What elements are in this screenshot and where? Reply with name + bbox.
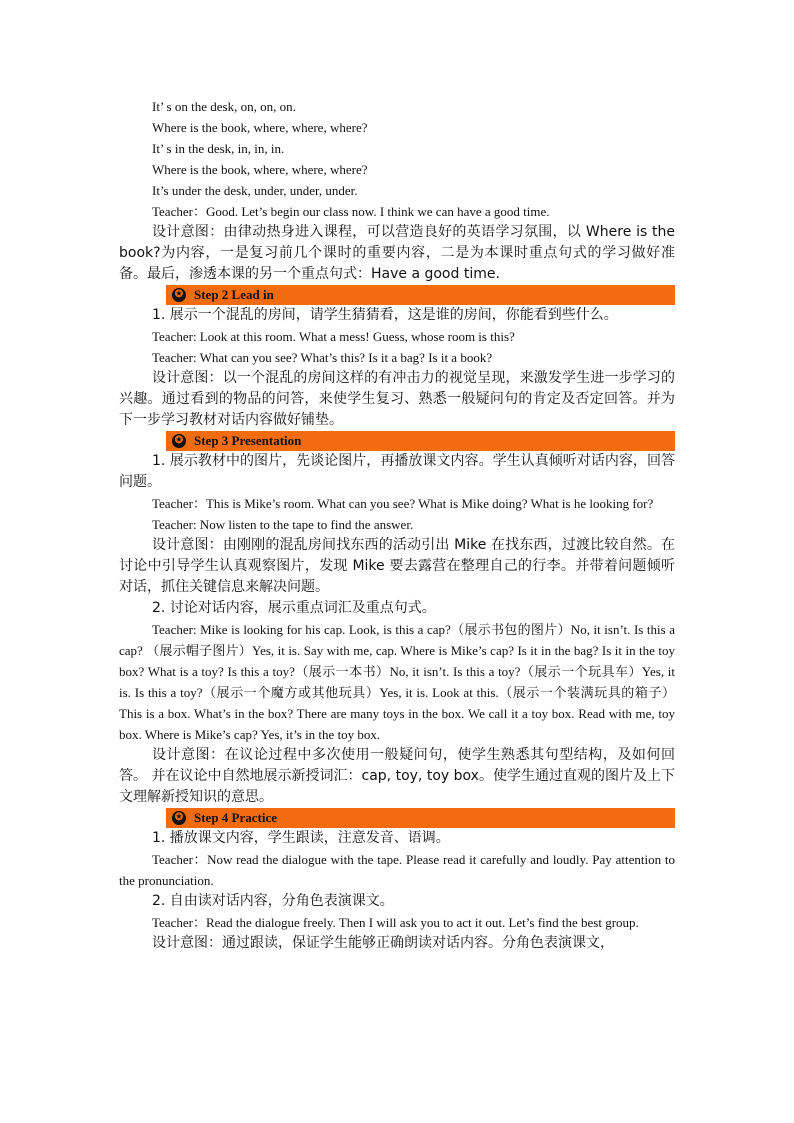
instruction: 2. 自由读对话内容，分角色表演课文。 xyxy=(152,893,394,909)
instruction: 1. 展示教材中的图片，先谈论图片，再播放课文内容。学生认真倾听对话内容，回答问题。 xyxy=(119,453,675,490)
step-heading xyxy=(166,808,675,828)
design-intent: 设计意图：在议论过程中多次使用一般疑问句，使学生熟悉其句型结构，及如何回答。 并在议论中自然地展示新授词汇：cap, toy, toy box。使学生通过直观的图片及上下文理解新授知识的意思。 xyxy=(119,747,675,805)
step-heading xyxy=(166,431,675,451)
teacher-line: Teacher：Now read the dialogue with the tape. Please read it carefully and loudly. Pay attention to the pronunciation. xyxy=(119,852,675,888)
step-heading xyxy=(166,285,675,305)
text-line: Where is the book, where, where, where? xyxy=(152,120,368,135)
text-line: Teacher：Good. Let’s begin our class now. I think we can have a good time. xyxy=(152,204,550,219)
text-line: Where is the book, where, where, where? xyxy=(152,162,368,177)
teacher-line: Teacher：This is Mike’s room. What can you see? What is Mike doing? What is he looking for? xyxy=(152,496,654,511)
star-bullet-icon: ✪ xyxy=(172,434,186,448)
instruction: 1. 展示一个混乱的房间，请学生猜猜看，这是谁的房间，你能看到些什么。 xyxy=(152,307,618,323)
document-page xyxy=(119,96,675,954)
teacher-line: Teacher: Now listen to the tape to find the answer. xyxy=(152,517,414,532)
star-bullet-icon: ✪ xyxy=(172,288,186,302)
step-title: Step 4 Practice xyxy=(194,810,278,825)
instruction: 1. 播放课文内容，学生跟读，注意发音、语调。 xyxy=(152,830,450,846)
step-title: Step 2 Lead in xyxy=(194,287,274,302)
star-bullet-icon: ✪ xyxy=(172,811,186,825)
teacher-line: Teacher: What can you see? What’s this? Is it a bag? Is it a book? xyxy=(152,350,493,365)
instruction: 2. 讨论对话内容，展示重点词汇及重点句式。 xyxy=(152,600,436,616)
design-intent: 设计意图：由刚刚的混乱房间找东西的活动引出 Mike 在找东西，过渡比较自然。在讨论中引导学生认真观察图片，发现 Mike 要去露营在整理自己的行李。并带着问题倾听对话，抓住关键信息来解决问题。 xyxy=(119,537,675,595)
design-intent: 设计意图：通过跟读，保证学生能够正确朗读对话内容。分角色表演课文， xyxy=(152,935,614,951)
text-line: It’s under the desk, under, under, under. xyxy=(152,183,358,198)
text-line: It’ s on the desk, on, on, on. xyxy=(152,99,296,114)
text-line: It’ s in the desk, in, in, in. xyxy=(152,141,285,156)
design-intent: 设计意图：以一个混乱的房间这样的有冲击力的视觉呈现，来激发学生进一步学习的兴趣。通过看到的物品的问答，来使学生复习、熟悉一般疑问句的肯定及否定回答。并为下一步学习教材对话内容做好铺垫。 xyxy=(119,370,675,428)
teacher-line: Teacher: Look at this room. What a mess! Guess, whose room is this? xyxy=(152,329,515,344)
design-intent: 设计意图：由律动热身进入课程，可以营造良好的英语学习氛围，以 Where is the book?为内容，一是复习前几个课时的重要内容，二是为本课时重点句式的学习做好准备。最后，渗透本课的另一个重点句式：Have a good time. xyxy=(119,224,675,282)
step-title: Step 3 Presentation xyxy=(194,433,302,448)
teacher-line: Teacher: Mike is looking for his cap. Look, is this a cap?（展示书包的图片）No, it isn’t. Is this a cap? （展示帽子图片）Yes, it is. Say with me, cap. Where is Mike’s cap? Is it in the bag? Is it in the toy box? What is a toy? Is this a toy?（展示一本书）No, it isn’t. Is this a toy?（展示一个玩具车）Yes, it is. Is this a toy?（展示一个魔方或其他玩具）Yes, it is. Look at this.（展示一个装满玩具的箱子）This is a box. What’s in the box? There are many toys in the box. We call it a toy box. Read with me, toy box. Where is Mike’s cap? Yes, it’s in the toy box. xyxy=(119,622,675,742)
teacher-line: Teacher：Read the dialogue freely. Then I will ask you to act it out. Let’s find the best group. xyxy=(152,915,639,930)
